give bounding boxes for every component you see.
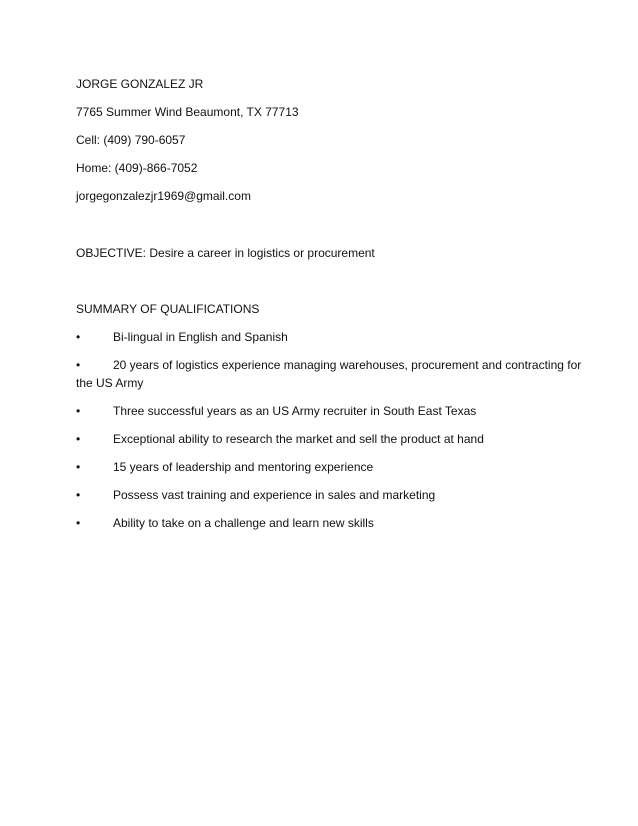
cell-phone: Cell: (409) 790-6057 (76, 133, 186, 147)
bullet-icon: • (76, 404, 81, 418)
qualification-item (76, 402, 566, 420)
bullet-icon: • (76, 358, 81, 372)
qualification-text: Three successful years as an US Army recruiter in South East Texas (113, 404, 477, 418)
bullet-icon: • (76, 488, 81, 502)
bullet-icon: • (76, 516, 81, 530)
qualification-text: Ability to take on a challenge and learn new skills (113, 516, 374, 530)
address: 7765 Summer Wind Beaumont, TX 77713 (76, 105, 299, 119)
qualification-item (76, 514, 566, 532)
email-address: jorgegonzalezjr1969@gmail.com (76, 189, 251, 203)
qualification-text: Bi-lingual in English and Spanish (113, 330, 288, 344)
qualification-text: Exceptional ability to research the market and sell the product at hand (113, 432, 484, 446)
qualification-text: 20 years of logistics experience managing warehouses, procurement and contracting for (113, 358, 582, 372)
qualification-item (76, 458, 566, 476)
bullet-icon: • (76, 460, 81, 474)
qualification-item (76, 328, 566, 346)
qualification-item (76, 430, 566, 448)
qualification-text: Possess vast training and experience in sales and marketing (113, 488, 436, 502)
qualification-text: 15 years of leadership and mentoring experience (113, 460, 374, 474)
summary-heading: SUMMARY OF QUALIFICATIONS (76, 302, 260, 316)
objective: OBJECTIVE: Desire a career in logistics or procurement (76, 246, 375, 260)
bullet-icon: • (76, 432, 81, 446)
candidate-name: JORGE GONZALEZ JR (76, 77, 204, 91)
bullet-icon: • (76, 330, 81, 344)
qualification-item (76, 486, 566, 504)
qualification-continuation: the US Army (76, 376, 144, 390)
qualification-item (76, 356, 582, 392)
home-phone: Home: (409)-866-7052 (76, 161, 198, 175)
